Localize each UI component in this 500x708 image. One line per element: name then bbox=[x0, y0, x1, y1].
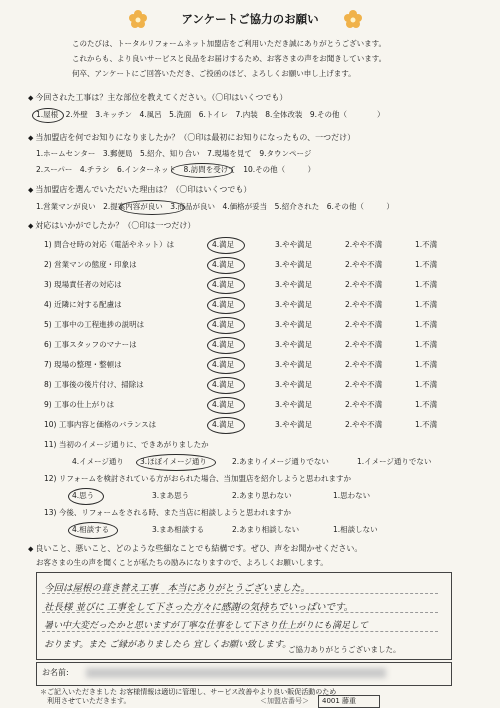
handwritten-comment: 今回は屋根の葺き替え工事 本当にありがとうございました。 bbox=[44, 583, 311, 594]
rating-item: 5) 工事中の工程進捗の説明は bbox=[44, 320, 145, 329]
scale-unsatisfied[interactable]: 1.不満 bbox=[415, 260, 438, 269]
answer-circle bbox=[207, 357, 245, 374]
q13-option[interactable]: 1.相談しない bbox=[333, 525, 378, 534]
scale-somewhat-unsatisfied[interactable]: 2.やや不満 bbox=[345, 240, 383, 249]
scale-somewhat-unsatisfied[interactable]: 2.やや不満 bbox=[345, 360, 383, 369]
answer-circle bbox=[207, 377, 245, 394]
scale-satisfied[interactable]: 4.満足 bbox=[212, 320, 235, 329]
scale-somewhat-satisfied[interactable]: 3.やや満足 bbox=[275, 260, 313, 269]
scale-satisfied[interactable]: 4.満足 bbox=[212, 300, 235, 309]
q11-option[interactable]: 2.あまりイメージ通りでない bbox=[232, 457, 329, 466]
q11-option[interactable]: 3.ほぼイメージ通り bbox=[140, 457, 207, 466]
intro-line: 何卒、アンケートにご回答いただき、ご投函のほど、よろしくお願い申し上げます。 bbox=[72, 69, 356, 78]
q5-subtext: お客さまの生の声を聞くことが私たちの励みになりますので、よろしくお願いします。 bbox=[36, 558, 328, 567]
scale-somewhat-unsatisfied[interactable]: 2.やや不満 bbox=[345, 340, 383, 349]
intro-line: このたびは、トータルリフォームネット加盟店をご利用いただき誠にありがとうございます。 bbox=[72, 39, 387, 48]
flower-icon bbox=[343, 9, 363, 29]
q13-option[interactable]: 3.まあ相談する bbox=[152, 525, 205, 534]
scale-satisfied[interactable]: 4.満足 bbox=[212, 380, 235, 389]
scale-satisfied[interactable]: 4.満足 bbox=[212, 420, 235, 429]
q12-text: 12) リフォームを検討されている方がおられた場合、当加盟店を紹介しようと思われますか bbox=[44, 474, 351, 483]
scale-unsatisfied[interactable]: 1.不満 bbox=[415, 340, 438, 349]
rating-item: 3) 現場責任者の対応は bbox=[44, 280, 122, 289]
q5-heading: ◆ 良いこと、悪いこと、どのような些細なことでも結構です。ぜひ、声をお聞かせください。 bbox=[28, 545, 362, 553]
answer-circle bbox=[207, 397, 245, 414]
rating-item: 1) 問合せ時の対応（電話やネット）は bbox=[44, 240, 175, 249]
rating-item: 7) 現場の整理・整頓は bbox=[44, 360, 122, 369]
intro-line: これからも、より良いサービスと良品をお届けするため、お客さまの声をお聞きしています。 bbox=[72, 54, 387, 63]
scale-somewhat-satisfied[interactable]: 3.やや満足 bbox=[275, 420, 313, 429]
q12-option[interactable]: 2.あまり思わない bbox=[232, 491, 292, 500]
answer-circle bbox=[68, 488, 104, 505]
answer-circle bbox=[207, 297, 245, 314]
q1-heading: ◆ 今回された工事は？主な部位を教えてください。（〇印はいくつでも） bbox=[28, 94, 287, 102]
comment-line bbox=[42, 631, 438, 632]
q12-option[interactable]: 1.思わない bbox=[333, 491, 371, 500]
scale-somewhat-unsatisfied[interactable]: 2.やや不満 bbox=[345, 280, 383, 289]
privacy-note: ＊ご記入いただきました お客様情報は適切に管理し、サービス改善やより良い販促活動のため bbox=[40, 688, 337, 696]
q11-option[interactable]: 1.イメージ通りでない bbox=[357, 457, 432, 466]
q4-heading: ◆ 対応はいかがでしたか？（〇印は一つだけ） bbox=[28, 222, 195, 230]
rating-item: 9) 工事の仕上がりは bbox=[44, 400, 115, 409]
scale-somewhat-satisfied[interactable]: 3.やや満足 bbox=[275, 280, 313, 289]
scale-satisfied[interactable]: 4.満足 bbox=[212, 240, 235, 249]
scale-somewhat-satisfied[interactable]: 3.やや満足 bbox=[275, 340, 313, 349]
scale-somewhat-unsatisfied[interactable]: 2.やや不満 bbox=[345, 300, 383, 309]
scale-satisfied[interactable]: 4.満足 bbox=[212, 400, 235, 409]
scale-unsatisfied[interactable]: 1.不満 bbox=[415, 380, 438, 389]
answer-circle bbox=[207, 317, 245, 334]
scale-unsatisfied[interactable]: 1.不満 bbox=[415, 420, 438, 429]
rating-item: 8) 工事後の後片付け、掃除は bbox=[44, 380, 144, 389]
scale-satisfied[interactable]: 4.満足 bbox=[212, 260, 235, 269]
redacted-name bbox=[86, 668, 386, 678]
handwritten-comment: おります。また ご縁がありましたら 宜しくお願い致します。 bbox=[44, 640, 292, 650]
q12-option[interactable]: 4.思う bbox=[72, 491, 95, 500]
closing-thanks: ご協力ありがとうございました。 bbox=[288, 645, 401, 654]
scale-somewhat-unsatisfied[interactable]: 2.やや不満 bbox=[345, 260, 383, 269]
answer-circle bbox=[207, 237, 245, 254]
scale-somewhat-satisfied[interactable]: 3.やや満足 bbox=[275, 240, 313, 249]
store-number: 4001 藤重 bbox=[322, 697, 357, 705]
privacy-note: 利用させていただきます。 bbox=[40, 697, 131, 705]
survey-title: アンケートご協力のお願い bbox=[181, 12, 319, 26]
q12-option[interactable]: 3.まあ思う bbox=[152, 491, 190, 500]
scale-somewhat-satisfied[interactable]: 3.やや満足 bbox=[275, 380, 313, 389]
scale-satisfied[interactable]: 4.満足 bbox=[212, 360, 235, 369]
q11-option[interactable]: 4.イメージ通り bbox=[72, 457, 124, 466]
scale-unsatisfied[interactable]: 1.不満 bbox=[415, 320, 438, 329]
q1-options[interactable]: 1.屋根 2.外壁 3.キッチン 4.風呂 5.洗面 6.トイレ 7.内装 8.全体改装 9.その他（ ） bbox=[36, 110, 385, 119]
scale-somewhat-unsatisfied[interactable]: 2.やや不満 bbox=[345, 400, 383, 409]
answer-circle bbox=[207, 257, 245, 274]
q3-heading: ◆ 当加盟店を選んでいただいた理由は？（〇印はいくつでも） bbox=[28, 186, 251, 194]
handwritten-comment: 社長様 並びに 工事をして下さった方々に感謝の気持ちでいっぱいです。 bbox=[44, 602, 354, 613]
rating-item: 6) 工事スタッフのマナーは bbox=[44, 340, 137, 349]
q2-options-row1[interactable]: 1.ホームセンター 3.郵便局 5.紹介、知り合い 7.現場を見て 9.タウンページ bbox=[36, 149, 312, 158]
scale-unsatisfied[interactable]: 1.不満 bbox=[415, 400, 438, 409]
rating-item: 10) 工事内容と価格のバランスは bbox=[44, 420, 157, 429]
answer-circle bbox=[68, 522, 118, 539]
answer-circle bbox=[119, 200, 185, 215]
scale-somewhat-satisfied[interactable]: 3.やや満足 bbox=[275, 320, 313, 329]
scale-unsatisfied[interactable]: 1.不満 bbox=[415, 240, 438, 249]
store-number-label: ＜加盟店番号＞ bbox=[260, 697, 309, 705]
answer-circle bbox=[207, 277, 245, 294]
name-label: お名前: bbox=[42, 668, 69, 677]
rating-item: 2) 営業マンの態度・印象は bbox=[44, 260, 137, 269]
q2-options-row2[interactable]: 2.スーパー 4.チラシ 6.インターネット 8.訪問を受けて 10.その他（ ） bbox=[36, 165, 316, 174]
answer-circle bbox=[207, 417, 245, 434]
q13-text: 13) 今後、リフォームをされる時、また当店に相談しようと思われますか bbox=[44, 508, 291, 517]
scale-satisfied[interactable]: 4.満足 bbox=[212, 280, 235, 289]
scale-somewhat-satisfied[interactable]: 3.やや満足 bbox=[275, 300, 313, 309]
scale-somewhat-satisfied[interactable]: 3.やや満足 bbox=[275, 400, 313, 409]
handwritten-comment: 暑い中大変だったかと思いますが丁寧な仕事をして下さり仕上がりにも満足して bbox=[44, 621, 369, 631]
answer-circle bbox=[207, 337, 245, 354]
flower-icon bbox=[128, 9, 148, 29]
scale-satisfied[interactable]: 4.満足 bbox=[212, 340, 235, 349]
answer-circle bbox=[136, 454, 216, 471]
scale-somewhat-unsatisfied[interactable]: 2.やや不満 bbox=[345, 320, 383, 329]
scale-somewhat-satisfied[interactable]: 3.やや満足 bbox=[275, 360, 313, 369]
scale-somewhat-unsatisfied[interactable]: 2.やや不満 bbox=[345, 420, 383, 429]
answer-circle bbox=[32, 108, 64, 123]
q11-text: 11) 当初のイメージ通りに、できあがりましたか bbox=[44, 440, 209, 449]
rating-item: 4) 近隣に対する配慮は bbox=[44, 300, 122, 309]
scale-unsatisfied[interactable]: 1.不満 bbox=[415, 360, 438, 369]
q3-options[interactable]: 1.営業マンが良い 2.提案内容が良い 3.商品が良い 4.価格が妥当 5.紹介された 6.その他（ ） bbox=[36, 202, 394, 211]
q13-option[interactable]: 2.あまり相談しない bbox=[232, 525, 300, 534]
q2-heading: ◆ 当加盟店を何でお知りになりましたか？（〇印は最初にお知りになったもの、一つだけ） bbox=[28, 134, 355, 142]
scale-somewhat-unsatisfied[interactable]: 2.やや不満 bbox=[345, 380, 383, 389]
scale-unsatisfied[interactable]: 1.不満 bbox=[415, 280, 438, 289]
answer-circle bbox=[171, 163, 233, 178]
scale-unsatisfied[interactable]: 1.不満 bbox=[415, 300, 438, 309]
q13-option[interactable]: 4.相談する bbox=[72, 525, 110, 534]
